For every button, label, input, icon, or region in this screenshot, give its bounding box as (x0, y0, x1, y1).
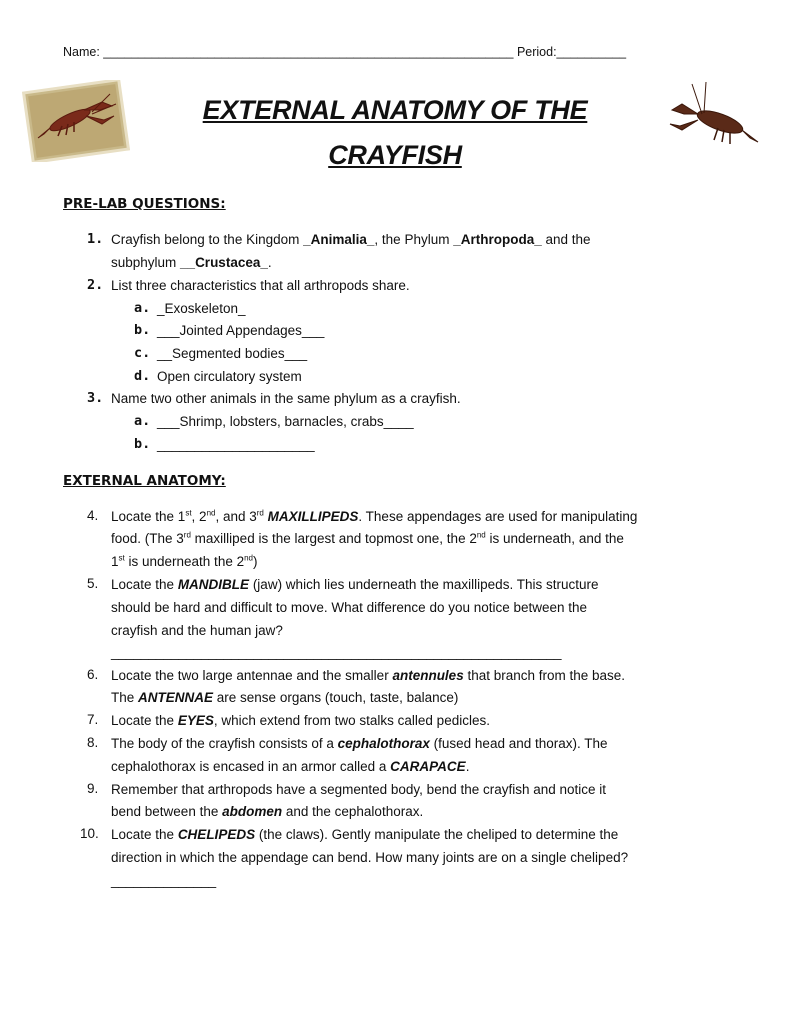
term-carapace: CARAPACE (390, 759, 466, 774)
q2-item-letter: c. (134, 345, 151, 361)
name-field[interactable]: Name: ___________________________________________________________ (63, 45, 514, 59)
page-title-line2: CRAYFISH (328, 140, 462, 170)
q4-line2: food. (The 3rd maxilliped is the largest and topmost one, the 2nd is underneath, and the (111, 530, 624, 546)
q2-item-answer: _Exoskeleton_ (157, 301, 246, 316)
period-field[interactable]: Period:__________ (516, 45, 627, 59)
q2-item-answer: Open circulatory system (157, 369, 302, 384)
term-chelipeds: CHELIPEDS (177, 827, 256, 842)
prelab-heading: PRE-LAB QUESTIONS: (63, 196, 226, 212)
q1-line2: subphylum __Crustacea_. (111, 255, 272, 270)
q7-number: 7. (87, 712, 99, 727)
q2-item-letter: d. (134, 368, 151, 384)
q10-line2: direction in which the appendage can bend. How many joints are on a single cheliped? (111, 850, 629, 865)
q4-number: 4. (87, 508, 99, 523)
term-maxillipeds: MAXILLIPEDS (267, 509, 359, 524)
term-antennules: antennules (392, 668, 464, 683)
q2-number: 2. (87, 277, 104, 293)
q5-answer-blank[interactable]: ____________________________________________________________ (111, 645, 562, 660)
q4-line3: 1st is underneath the 2nd) (111, 553, 258, 569)
name-period-line (63, 45, 626, 59)
q2-item-answer: ___Jointed Appendages___ (157, 323, 325, 338)
q4-line1: Locate the 1st, 2nd, and 3rd MAXILLIPEDS. These appendages are used for manipulating (111, 508, 638, 524)
q3-number: 3. (87, 390, 104, 406)
q1-kingdom-answer: _Animalia_ (303, 232, 375, 247)
q3-item-answer[interactable]: _____________________ (157, 437, 315, 452)
q2-text: List three characteristics that all arthropods share. (111, 278, 410, 293)
q3-item-answer: ___Shrimp, lobsters, barnacles, crabs____ (157, 414, 414, 429)
q8-number: 8. (87, 735, 99, 750)
q2-item-answer: __Segmented bodies___ (157, 346, 308, 361)
q9-line1: Remember that arthropods have a segmented body, bend the crayfish and notice it (111, 782, 607, 797)
q9-line2: bend between the abdomen and the cephalothorax. (111, 804, 424, 819)
q1-subphylum-answer: __Crustacea_ (180, 255, 268, 270)
q6-number: 6. (87, 667, 99, 682)
crayfish-photo-right-icon (662, 80, 766, 158)
q3-item-letter: b. (134, 436, 151, 452)
q8-line2: cephalothorax is encased in an armor called a CARAPACE. (111, 759, 470, 774)
q5-line2: should be hard and difficult to move. What difference do you notice between the (111, 600, 588, 615)
q8-line1: The body of the crayfish consists of a cephalothorax (fused head and thorax). The (111, 736, 608, 751)
q5-line3: crayfish and the human jaw? (111, 623, 283, 638)
q3-text: Name two other animals in the same phylum as a crayfish. (111, 391, 461, 406)
term-abdomen: abdomen (222, 804, 283, 819)
term-antennae: ANTENNAE (138, 690, 214, 705)
term-eyes: EYES (177, 713, 214, 728)
q5-line1: Locate the MANDIBLE (jaw) which lies underneath the maxillipeds. This structure (111, 577, 599, 592)
page-title-line1: EXTERNAL ANATOMY OF THE (202, 95, 588, 125)
q10-line1: Locate the CHELIPEDS (the claws). Gently manipulate the cheliped to determine the (111, 827, 619, 842)
q1-number: 1. (87, 231, 104, 247)
q2-item-letter: b. (134, 322, 151, 338)
q10-answer-blank[interactable]: ______________ (111, 873, 217, 888)
crayfish-photo-left-icon (22, 80, 130, 162)
q3-item-letter: a. (134, 413, 151, 429)
q2-item-letter: a. (134, 300, 151, 316)
q5-number: 5. (87, 576, 99, 591)
term-cephalothorax: cephalothorax (337, 736, 430, 751)
q1-line1: Crayfish belong to the Kingdom _Animalia_, the Phylum _Arthropoda_ and the (111, 232, 591, 247)
q9-number: 9. (87, 781, 99, 796)
q6-line2: The ANTENNAE are sense organs (touch, taste, balance) (111, 690, 459, 705)
term-mandible: MANDIBLE (177, 577, 250, 592)
q10-number: 10. (80, 826, 99, 841)
q1-phylum-answer: _Arthropoda_ (453, 232, 542, 247)
q6-line1: Locate the two large antennae and the smaller antennules that branch from the base. (111, 668, 626, 683)
external-anatomy-heading: EXTERNAL ANATOMY: (63, 473, 226, 489)
q7-line1: Locate the EYES, which extend from two stalks called pedicles. (111, 713, 490, 728)
